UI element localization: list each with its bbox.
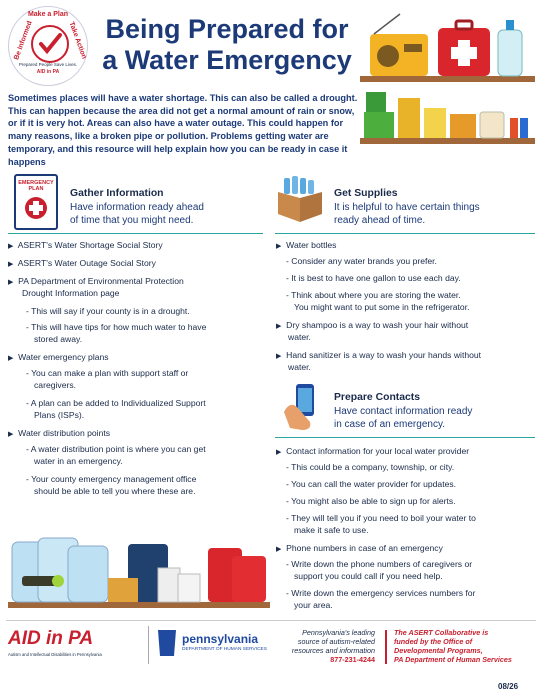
sub-item: - Your county emergency management office (26, 474, 197, 484)
list-item: ▶ ASERT's Water Shortage Social Story (8, 240, 163, 250)
list-item: ▶ Dry shampoo is a way to wash your hair without (276, 320, 469, 330)
get-supplies-sub-2: ready ahead of time. (334, 215, 426, 226)
water-box-icon (276, 176, 324, 224)
footer-date: 08/26 (498, 682, 519, 691)
gather-info-sub-2: of time that you might need. (70, 215, 194, 226)
list-item: ▶ Water emergency plans (8, 352, 109, 362)
gather-info-sub-1: Have information ready ahead (70, 202, 204, 213)
radio-firstaid-shelf-illustration (360, 6, 535, 86)
sub-item-cont: support you could call if you need help. (294, 571, 443, 581)
list-item: ▶ PA Department of Environmental Protection (8, 276, 184, 286)
section-divider (275, 233, 535, 234)
page-title (98, 14, 356, 76)
footer-divider (6, 620, 536, 621)
sub-item: - This will say if your county is in a drought. (26, 306, 190, 316)
footer-mid-1: Pennsylvania's leading (302, 628, 375, 637)
footer-mid-2: source of autism-related (297, 637, 375, 646)
badge-logos: AID in PA (36, 69, 60, 75)
gather-info-title: Gather Information (70, 188, 164, 199)
water-supplies-illustration (8, 528, 270, 610)
footer-middle-text (280, 628, 375, 664)
prepared-badge-logo (8, 6, 88, 86)
footer-right-1: The ASERT Collaborative is (394, 628, 489, 637)
footer-separator (148, 626, 149, 664)
title-line-2: a Water Emergency (102, 45, 352, 75)
list-item: ▶ Hand sanitizer is a way to wash your hands without (276, 350, 482, 360)
sub-item: - This could be a company, township, or city. (286, 462, 455, 472)
list-item: ▶ Water distribution points (8, 428, 111, 438)
sanitizer-bottle-icon (498, 30, 522, 76)
sub-item: - A plan can be added to Individualized Support (26, 398, 206, 408)
intro-paragraph: Sometimes places will have a water shortage. This can also be called a drought. This can happen because the area did not get a normal amount of rain or snow, or if it is very hot. Areas can also have a water outage. This could happen for many reasons, like a broken pipe or pollution. Problems getting water are temporary, and this resource will help explain how you can be ready in case it happens (8, 93, 358, 167)
badge-make-a-plan: Make a Plan (27, 11, 69, 18)
list-item: ▶ Phone numbers in case of an emergency (276, 543, 443, 553)
pennsylvania-keystone-icon (156, 630, 178, 656)
list-item-cont: Drought Information page (22, 288, 120, 298)
phone-hand-icon (280, 382, 326, 432)
pa-dept: DEPARTMENT OF HUMAN SERVICES (182, 647, 267, 652)
sub-item: - You might also be able to sign up for alerts. (286, 496, 456, 506)
get-supplies-title: Get Supplies (334, 188, 398, 199)
sub-item: - Write down the phone numbers of caregivers or (286, 559, 473, 569)
sub-item: - It is best to have one gallon to use each day. (286, 273, 461, 283)
sub-item: - They will tell you if you need to boil your water to (286, 513, 476, 523)
section-divider (8, 233, 263, 234)
badge-be-informed: Be Informed (13, 20, 34, 61)
sub-item-cont: water in an emergency. (34, 456, 123, 466)
section-divider (275, 437, 535, 438)
pa-name: pennsylvania (182, 632, 259, 646)
icon-label-emergency: EMERGENCY (18, 180, 54, 186)
list-item: ▶ ASERT's Water Outage Social Story (8, 258, 156, 268)
list-item: ▶ Water bottles (276, 240, 337, 250)
footer-separator (385, 630, 387, 664)
checkmark-icon (31, 25, 69, 63)
sub-item: - Consider any water brands you prefer. (286, 256, 437, 266)
aid-logo-text: AID in PA (8, 628, 94, 649)
sub-item-cont: your area. (294, 600, 333, 610)
sub-item: - You can make a plan with support staff or (26, 368, 189, 378)
list-item: ▶ Contact information for your local water provider (276, 446, 470, 456)
sub-item: - Write down the emergency services numbers for (286, 588, 476, 598)
badge-tagline: Prepared People Save Lives. (18, 62, 78, 67)
footer-right-3: Developmental Programs, (394, 646, 483, 655)
aid-logo-sub: Autism and Intellectual Disabilities in Pennsylvania (8, 652, 102, 657)
list-item-cont: water. (288, 362, 311, 372)
aid-in-pa-logo (8, 628, 138, 657)
sub-item: - You can call the water provider for updates. (286, 479, 457, 489)
pa-dhs-logo (182, 632, 267, 652)
footer-right-2: funded by the Office of (394, 637, 473, 646)
sub-item: - This will have tips for how much water to have (26, 322, 207, 332)
sub-item: - A water distribution point is where you can get (26, 444, 206, 454)
sub-item: - Think about where you are storing the water. (286, 290, 461, 300)
red-cross-icon (24, 196, 48, 220)
emergency-plan-icon (14, 174, 58, 230)
footer-phone: 877-231-4244 (330, 655, 375, 664)
sub-item-cont: should be able to tell you where these are. (34, 486, 196, 496)
list-item-cont: water. (288, 332, 311, 342)
title-line-1: Being Prepared for (105, 14, 349, 44)
sub-item-cont: stored away. (34, 334, 83, 344)
badge-take-action: Take Action (67, 21, 88, 60)
footer-right-text (394, 628, 539, 664)
icon-label-plan: PLAN (28, 186, 44, 192)
prepare-contacts-sub-1: Have contact information ready (334, 406, 473, 417)
sub-item-cont: Plans (ISPs). (34, 410, 85, 420)
prepare-contacts-title: Prepare Contacts (334, 392, 421, 403)
footer-mid-3: resources and information (291, 646, 375, 655)
get-supplies-sub-1: It is helpful to have certain things (334, 202, 480, 213)
sub-item-cont: make it safe to use. (294, 525, 369, 535)
canned-food-shelf-illustration (360, 88, 535, 150)
sub-item-cont: You might want to put some in the refrigerator. (294, 302, 470, 312)
prepare-contacts-sub-2: in case of an emergency. (334, 419, 445, 430)
sub-item-cont: caregivers. (34, 380, 77, 390)
footer-right-4: PA Department of Human Services (394, 655, 512, 664)
